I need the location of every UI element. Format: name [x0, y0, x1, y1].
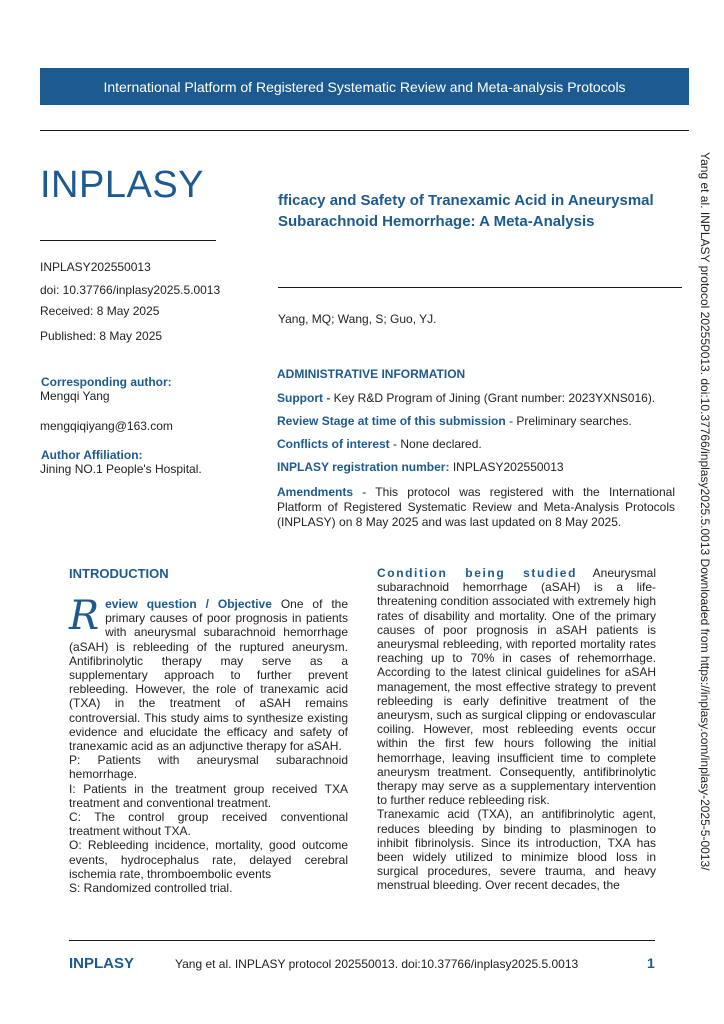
introduction-column	[69, 593, 349, 896]
brand-rule	[40, 240, 216, 241]
affiliation-label: Author Affiliation:	[41, 448, 143, 462]
condition-column	[377, 566, 656, 893]
review-question-text: One of the primary causes of poor prognosis in patients with aneurysmal subarachnoid hemorrhage (aSAH) is rebleeding of the ruptured aneurysm. Antifibrinolytic therapy may serve as a supplementary approach to further prevent rebleeding. However, the role of tranexamic acid (TXA) in the treatment of aSAH remains controversial. This study aims to synthesize existing evidence and elucidate the efficacy and safety of tranexamic acid as an adjunctive therapy for aSAH.	[69, 597, 349, 754]
brand-logo: INPLASY	[40, 164, 205, 206]
published-date: Published: 8 May 2025	[40, 329, 163, 343]
footer-brand: INPLASY	[69, 955, 135, 972]
condition-text: Aneurysmal subarachnoid hemorrhage (aSAH) is a life-threatening condition associated with extremely high rates of disability and mortality. One of the primary causes of poor prognosis in aSAH patients is aneurysmal rebleeding, with reported mortality rates reaching up to 70% in cases of rehemorrhage. According to the latest clinical guidelines for aSAH management, the most effective strategy to prevent rebleeding is early definitive treatment of the aneurysm, such as surgical clipping or endovascular coiling. However, most rebleeding events occur within the first few hours following the initial hemorrhage, leaving insufficient time to complete aneurysm treatment. Consequently, antifibrinolytic therapy may serve as a supplementary intervention to further reduce rebleeding risk.	[377, 566, 656, 808]
author-email[interactable]: mengqiqiyang@163.com	[40, 419, 173, 433]
stage-value: - Preliminary searches.	[505, 414, 632, 428]
registration-id: INPLASY202550013	[40, 260, 151, 274]
support-value: Key R&D Program of Jining (Grant number: 2023YXNS016).	[330, 391, 656, 405]
conflicts-line	[277, 437, 675, 452]
banner-text: International Platform of Registered Systematic Review and Meta-analysis Protocols	[103, 78, 626, 95]
amendments-line	[277, 485, 675, 530]
registration-value: INPLASY202550013	[449, 460, 564, 474]
footer-rule	[69, 940, 655, 941]
stage-line	[277, 414, 675, 429]
registration-line	[277, 460, 675, 475]
condition-paragraph	[377, 566, 656, 807]
admin-heading: ADMINISTRATIVE INFORMATION	[277, 367, 466, 381]
footer-citation: Yang et al. INPLASY protocol 202550013. doi:10.37766/inplasy2025.5.0013	[175, 957, 579, 971]
pico-o: O: Rebleeding incidence, mortality, good outcome events, hydrocephalus rate, delayed cerebral ischemia rate, thromboembolic events	[69, 838, 348, 881]
review-question-label: eview question / Objective	[105, 597, 272, 611]
title-line-2: Subarachnoid Hemorrhage: A Meta-Analysis	[278, 213, 595, 230]
download-sidebar[interactable]: Yang et al. INPLASY protocol 202550013. doi:10.37766/inplasy2025.5.0013 Downloaded from https://inplasy.com/inplasy-2025-5-0013/	[698, 152, 712, 871]
conflicts-value: - None declared.	[389, 437, 482, 451]
amendments-value: - This protocol was registered with the International Platform of Registered Systematic Review and Meta-Analysis Protocols (INPLASY) on 8 May 2025 and was last updated on 8 May 2025.	[277, 485, 675, 529]
review-question-paragraph	[69, 593, 349, 754]
article-title	[278, 190, 678, 232]
header-rule	[40, 130, 689, 131]
corresponding-author-name: Mengqi Yang	[40, 389, 110, 403]
corresponding-author-label: Corresponding author:	[41, 375, 172, 389]
affiliation: Jining NO.1 People's Hospital.	[40, 462, 202, 476]
title-rule	[278, 287, 682, 288]
tranexamic-paragraph: Tranexamic acid (TXA), an antifibrinolytic agent, reduces bleeding by binding to plasminogen to inhibit fibrinolysis. Since its introduction, TXA has been widely utilized to minimize blood loss in surgical procedures, severe trauma, and heavy menstrual bleeding. Over recent decades, the	[377, 807, 656, 893]
support-label: Support -	[277, 391, 331, 405]
stage-label: Review Stage at time of this submission	[277, 414, 506, 428]
amendments-label: Amendments	[277, 485, 354, 499]
page-number: 1	[647, 955, 655, 971]
condition-label: Condition being studied	[377, 566, 578, 580]
authors: Yang, MQ; Wang, S; Guo, YJ.	[278, 312, 437, 326]
pico-p: P: Patients with aneurysmal subarachnoid hemorrhage.	[69, 753, 348, 782]
introduction-heading: INTRODUCTION	[69, 566, 169, 581]
received-date: Received: 8 May 2025	[40, 304, 160, 318]
pico-i: I: Patients in the treatment group received TXA treatment and conventional treatment.	[69, 781, 348, 810]
doi[interactable]: doi: 10.37766/inplasy2025.5.0013	[40, 283, 221, 297]
journal-banner	[40, 68, 689, 105]
conflicts-label: Conflicts of interest	[277, 437, 390, 451]
pico-c: C: The control group received conventional treatment without TXA.	[69, 810, 348, 839]
registration-label: INPLASY registration number:	[277, 460, 450, 474]
pico-s: S: Randomized controlled trial.	[69, 881, 233, 896]
support-line	[277, 391, 675, 406]
title-line-1: fficacy and Safety of Tranexamic Acid in Aneurysmal	[278, 192, 654, 209]
drop-cap: R	[69, 593, 100, 639]
